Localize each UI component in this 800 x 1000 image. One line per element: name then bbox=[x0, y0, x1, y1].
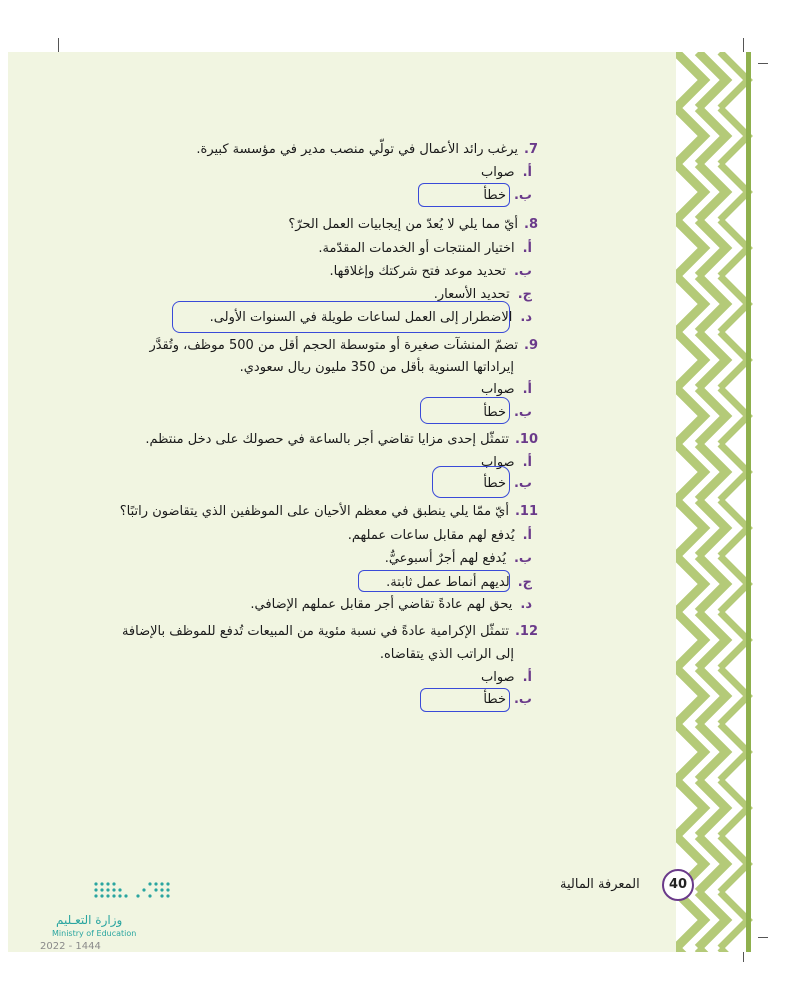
option-a[interactable] bbox=[481, 163, 532, 183]
option-text: صواب bbox=[480, 165, 515, 180]
option-letter: أ. bbox=[522, 382, 532, 397]
answer-highlight-box bbox=[418, 183, 510, 207]
option-text: خطأ bbox=[483, 405, 506, 420]
ministry-name-english: Ministry of Education bbox=[52, 929, 137, 938]
option-letter: ج. bbox=[517, 575, 532, 590]
question-number: 10. bbox=[514, 432, 538, 447]
answer-highlight-box bbox=[358, 570, 510, 592]
question-8 bbox=[288, 215, 538, 235]
option-letter: د. bbox=[520, 597, 532, 612]
answer-highlight-box bbox=[420, 397, 510, 424]
option-text: صواب bbox=[480, 670, 515, 685]
option-a[interactable] bbox=[348, 526, 532, 546]
question-text: إيراداتها السنوية بأقل من 350 مليون ريال سعودي. bbox=[239, 360, 514, 375]
option-text: يحق لهم عادةً تقاضي أجر مقابل عملهم الإضافي. bbox=[250, 597, 513, 612]
option-letter: د. bbox=[520, 310, 532, 325]
option-text: يُدفع لهم مقابل ساعات عملهم. bbox=[347, 528, 515, 543]
question-number: 9. bbox=[524, 338, 538, 353]
page-number: 40 bbox=[662, 869, 694, 901]
question-text: أيّ مما يلي لا يُعدّ من إيجابيات العمل الحرّ؟ bbox=[288, 217, 518, 232]
question-text: تتمثّل إحدى مزايا تقاضي أجر بالساعة في حصولك على دخل منتظم. bbox=[145, 432, 509, 447]
option-letter: ب. bbox=[513, 188, 532, 203]
option-text: يُدفع لهم أجرٌ أسبوعيٌّ. bbox=[384, 551, 506, 566]
question-text: أيّ ممّا يلي ينطبق في معظم الأحيان على الموظفين الذي يتقاضون راتبًا؟ bbox=[119, 504, 509, 519]
option-text: الاضطرار إلى العمل لساعات طويلة في السنوات الأولى. bbox=[209, 310, 513, 325]
question-text: تضمّ المنشآت صغيرة أو متوسطة الحجم أقل من 500 موظف، وتُقدَّر bbox=[149, 338, 518, 353]
option-letter: أ. bbox=[522, 165, 532, 180]
option-letter: أ. bbox=[522, 670, 532, 685]
question-9 bbox=[149, 336, 538, 356]
option-text: تحديد الأسعار. bbox=[433, 287, 510, 302]
option-text: خطأ bbox=[483, 188, 506, 203]
option-a[interactable] bbox=[318, 239, 532, 259]
question-7 bbox=[196, 140, 538, 160]
option-text: اختيار المنتجات أو الخدمات المقدّمة. bbox=[318, 241, 515, 256]
question-9-line-2 bbox=[240, 358, 514, 378]
option-letter: أ. bbox=[522, 455, 532, 470]
question-number: 7. bbox=[524, 142, 538, 157]
option-d[interactable] bbox=[250, 595, 532, 615]
question-number: 12. bbox=[514, 624, 538, 639]
answer-highlight-box bbox=[432, 466, 510, 498]
question-11 bbox=[120, 502, 538, 522]
option-text: خطأ bbox=[483, 476, 506, 491]
answer-highlight-box bbox=[172, 301, 510, 333]
option-text: صواب bbox=[480, 455, 515, 470]
option-letter: ب. bbox=[513, 405, 532, 420]
option-letter: ب. bbox=[513, 476, 532, 491]
question-10 bbox=[145, 430, 538, 450]
option-letter: ب. bbox=[513, 692, 532, 707]
ministry-name-arabic: وزارة التعـليم bbox=[56, 913, 123, 927]
option-text: صواب bbox=[480, 382, 515, 397]
option-letter: ب. bbox=[513, 551, 532, 566]
question-text: إلى الراتب الذي يتقاضاه. bbox=[379, 647, 514, 662]
question-text: تتمثّل الإكرامية عادةً في نسبة مئوية من المبيعات تُدفع للموظف بالإضافة bbox=[121, 624, 509, 639]
option-text: خطأ bbox=[483, 692, 506, 707]
question-number: 8. bbox=[524, 217, 538, 232]
option-b[interactable] bbox=[330, 262, 533, 282]
edition-year: 2022 - 1444 bbox=[40, 941, 101, 952]
ministry-logo-icon bbox=[92, 880, 176, 914]
option-letter: ب. bbox=[513, 264, 532, 279]
option-letter: ج. bbox=[517, 287, 532, 302]
decorative-border bbox=[676, 52, 758, 952]
option-a[interactable] bbox=[481, 668, 532, 688]
question-12-line-2 bbox=[380, 645, 514, 665]
option-letter: أ. bbox=[522, 241, 532, 256]
option-text: لديهم أنماط عمل ثابتة. bbox=[386, 575, 510, 590]
option-text: تحديد موعد فتح شركتك وإغلاقها. bbox=[329, 264, 506, 279]
option-b[interactable] bbox=[385, 549, 532, 569]
question-number: 11. bbox=[514, 504, 538, 519]
footer-book-title: المعرفة المالية bbox=[560, 877, 640, 892]
option-letter: أ. bbox=[522, 528, 532, 543]
question-text: يرغب رائد الأعمال في تولّي منصب مدير في مؤسسة كبيرة. bbox=[196, 142, 518, 157]
question-12 bbox=[122, 622, 538, 642]
answer-highlight-box bbox=[420, 688, 510, 712]
